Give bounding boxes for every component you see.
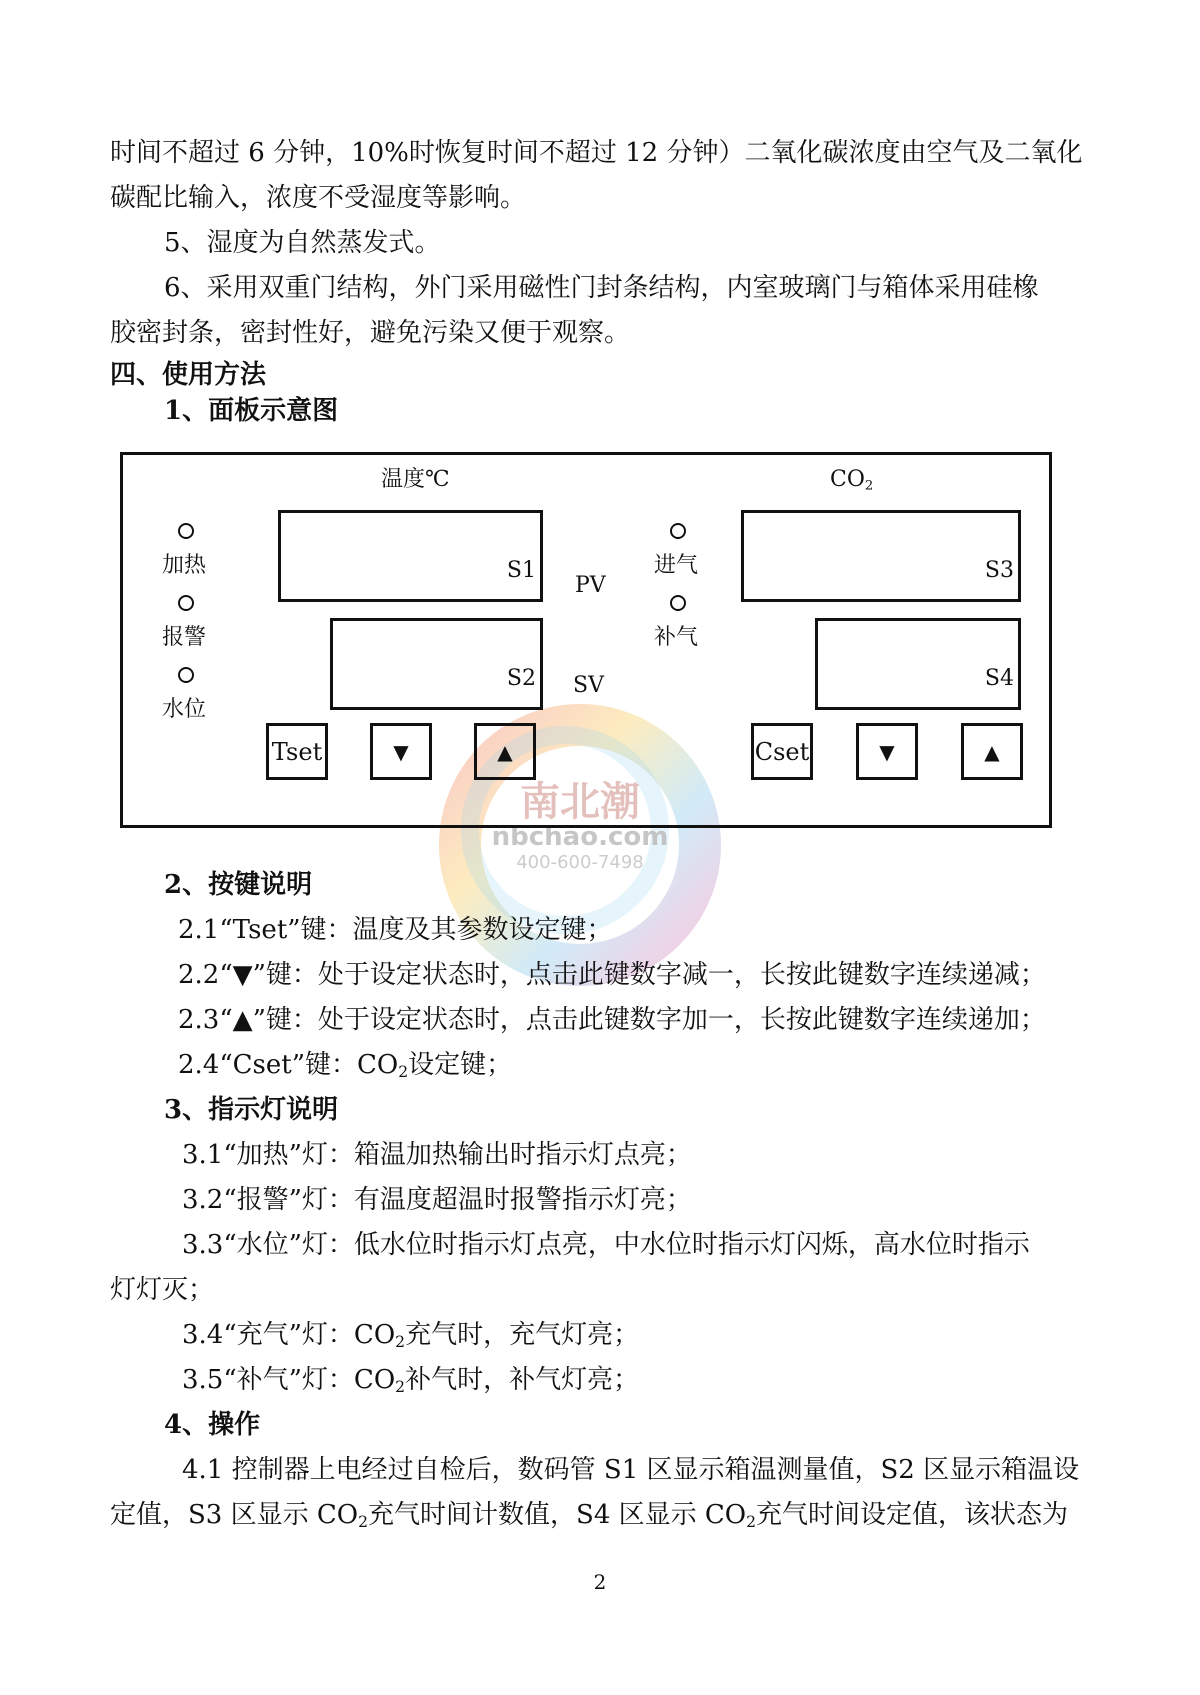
key-description: 2.1“Tset”键：温度及其参数设定键； <box>178 915 613 945</box>
co2-down-button[interactable]: ▼ <box>856 723 918 780</box>
gas-supplement-lamp-icon <box>670 595 686 611</box>
water-lamp-icon <box>178 667 194 683</box>
display-s4 <box>815 618 1021 710</box>
control-panel-diagram <box>120 452 1052 828</box>
watermark-site: nbchao.com <box>491 822 669 852</box>
pv-label: PV <box>575 573 606 598</box>
paragraph-line: 时间不超过 6 分钟，10%时恢复时间不超过 12 分钟）二氧化碳浓度由空气及二氧化 <box>110 138 1083 168</box>
display-s1-label: S1 <box>506 558 536 583</box>
lamp-description: 灯灯灭； <box>110 1275 215 1305</box>
lamp-description: 3.3“水位”灯：低水位时指示灯点亮，中水位时指示灯闪烁，高水位时指示 <box>182 1230 1030 1260</box>
gas-supplement-lamp-label: 补气 <box>654 625 699 650</box>
paragraph-line: 碳配比输入，浓度不受湿度等影响。 <box>110 183 527 213</box>
alarm-lamp-icon <box>178 595 194 611</box>
subsection-heading: 3、指示灯说明 <box>164 1095 339 1125</box>
tset-button[interactable]: Tset <box>266 723 328 780</box>
water-lamp-label: 水位 <box>162 697 207 722</box>
lamp-description: 3.5“补气”灯：$CO_2$补气时，补气灯亮； <box>182 1365 640 1396</box>
temp-up-button[interactable]: ▲ <box>474 723 536 780</box>
co2-title: $CO_2$ <box>830 467 874 494</box>
lamp-description: 3.2“报警”灯：有温度超温时报警指示灯亮； <box>182 1185 692 1215</box>
operation-text: 定值，S3 区显示 $CO_2$充气时间计数值，S4 区显示 $CO_2$充气时间设定值，该状态为 <box>110 1500 1069 1531</box>
key-description: 2.2“▼”键：处于设定状态时，点击此键数字减一，长按此键数字连续递减； <box>178 960 1046 990</box>
lamp-description: 3.4“充气”灯：$CO_2$充气时，充气灯亮； <box>182 1320 640 1351</box>
display-s2-label: S2 <box>506 666 536 691</box>
subsection-heading: 4、操作 <box>164 1410 261 1440</box>
key-description: 2.4“Cset”键：$CO_2$设定键； <box>178 1050 513 1081</box>
paragraph-line: 6、采用双重门结构，外门采用磁性门封条结构，内室玻璃门与箱体采用硅橡 <box>164 273 1039 303</box>
gas-in-lamp-icon <box>670 523 686 539</box>
temp-down-button[interactable]: ▼ <box>370 723 432 780</box>
lamp-description: 3.1“加热”灯：箱温加热输出时指示灯点亮； <box>182 1140 692 1170</box>
subsection-heading: 2、按键说明 <box>164 870 313 900</box>
key-description: 2.3“▲”键：处于设定状态时，点击此键数字加一，长按此键数字连续递加； <box>178 1005 1046 1035</box>
subsection-heading: 1、面板示意图 <box>164 396 339 426</box>
watermark-brand: 南北潮 <box>520 779 640 825</box>
co2-up-button[interactable]: ▲ <box>961 723 1023 780</box>
display-s3-label: S3 <box>984 558 1014 583</box>
section-heading: 四、使用方法 <box>110 360 267 390</box>
alarm-lamp-label: 报警 <box>162 625 207 650</box>
gas-in-lamp-label: 进气 <box>654 553 699 578</box>
watermark-phone: 400-600-7498 <box>516 852 644 873</box>
display-s2 <box>330 618 543 710</box>
sv-label: SV <box>573 673 604 698</box>
display-s3 <box>741 510 1021 602</box>
temperature-title: 温度℃ <box>381 467 450 492</box>
heat-lamp-label: 加热 <box>162 553 207 578</box>
display-s4-label: S4 <box>984 666 1014 691</box>
cset-button[interactable]: Cset <box>751 723 813 780</box>
page-number: 2 <box>593 1570 607 1594</box>
paragraph-line: 5、湿度为自然蒸发式。 <box>164 228 441 258</box>
paragraph-line: 胶密封条，密封性好，避免污染又便于观察。 <box>110 318 631 348</box>
operation-text: 4.1 控制器上电经过自检后，数码管 S1 区显示箱温测量值，S2 区显示箱温设 <box>182 1455 1080 1485</box>
display-s1 <box>278 510 543 602</box>
heat-lamp-icon <box>178 523 194 539</box>
